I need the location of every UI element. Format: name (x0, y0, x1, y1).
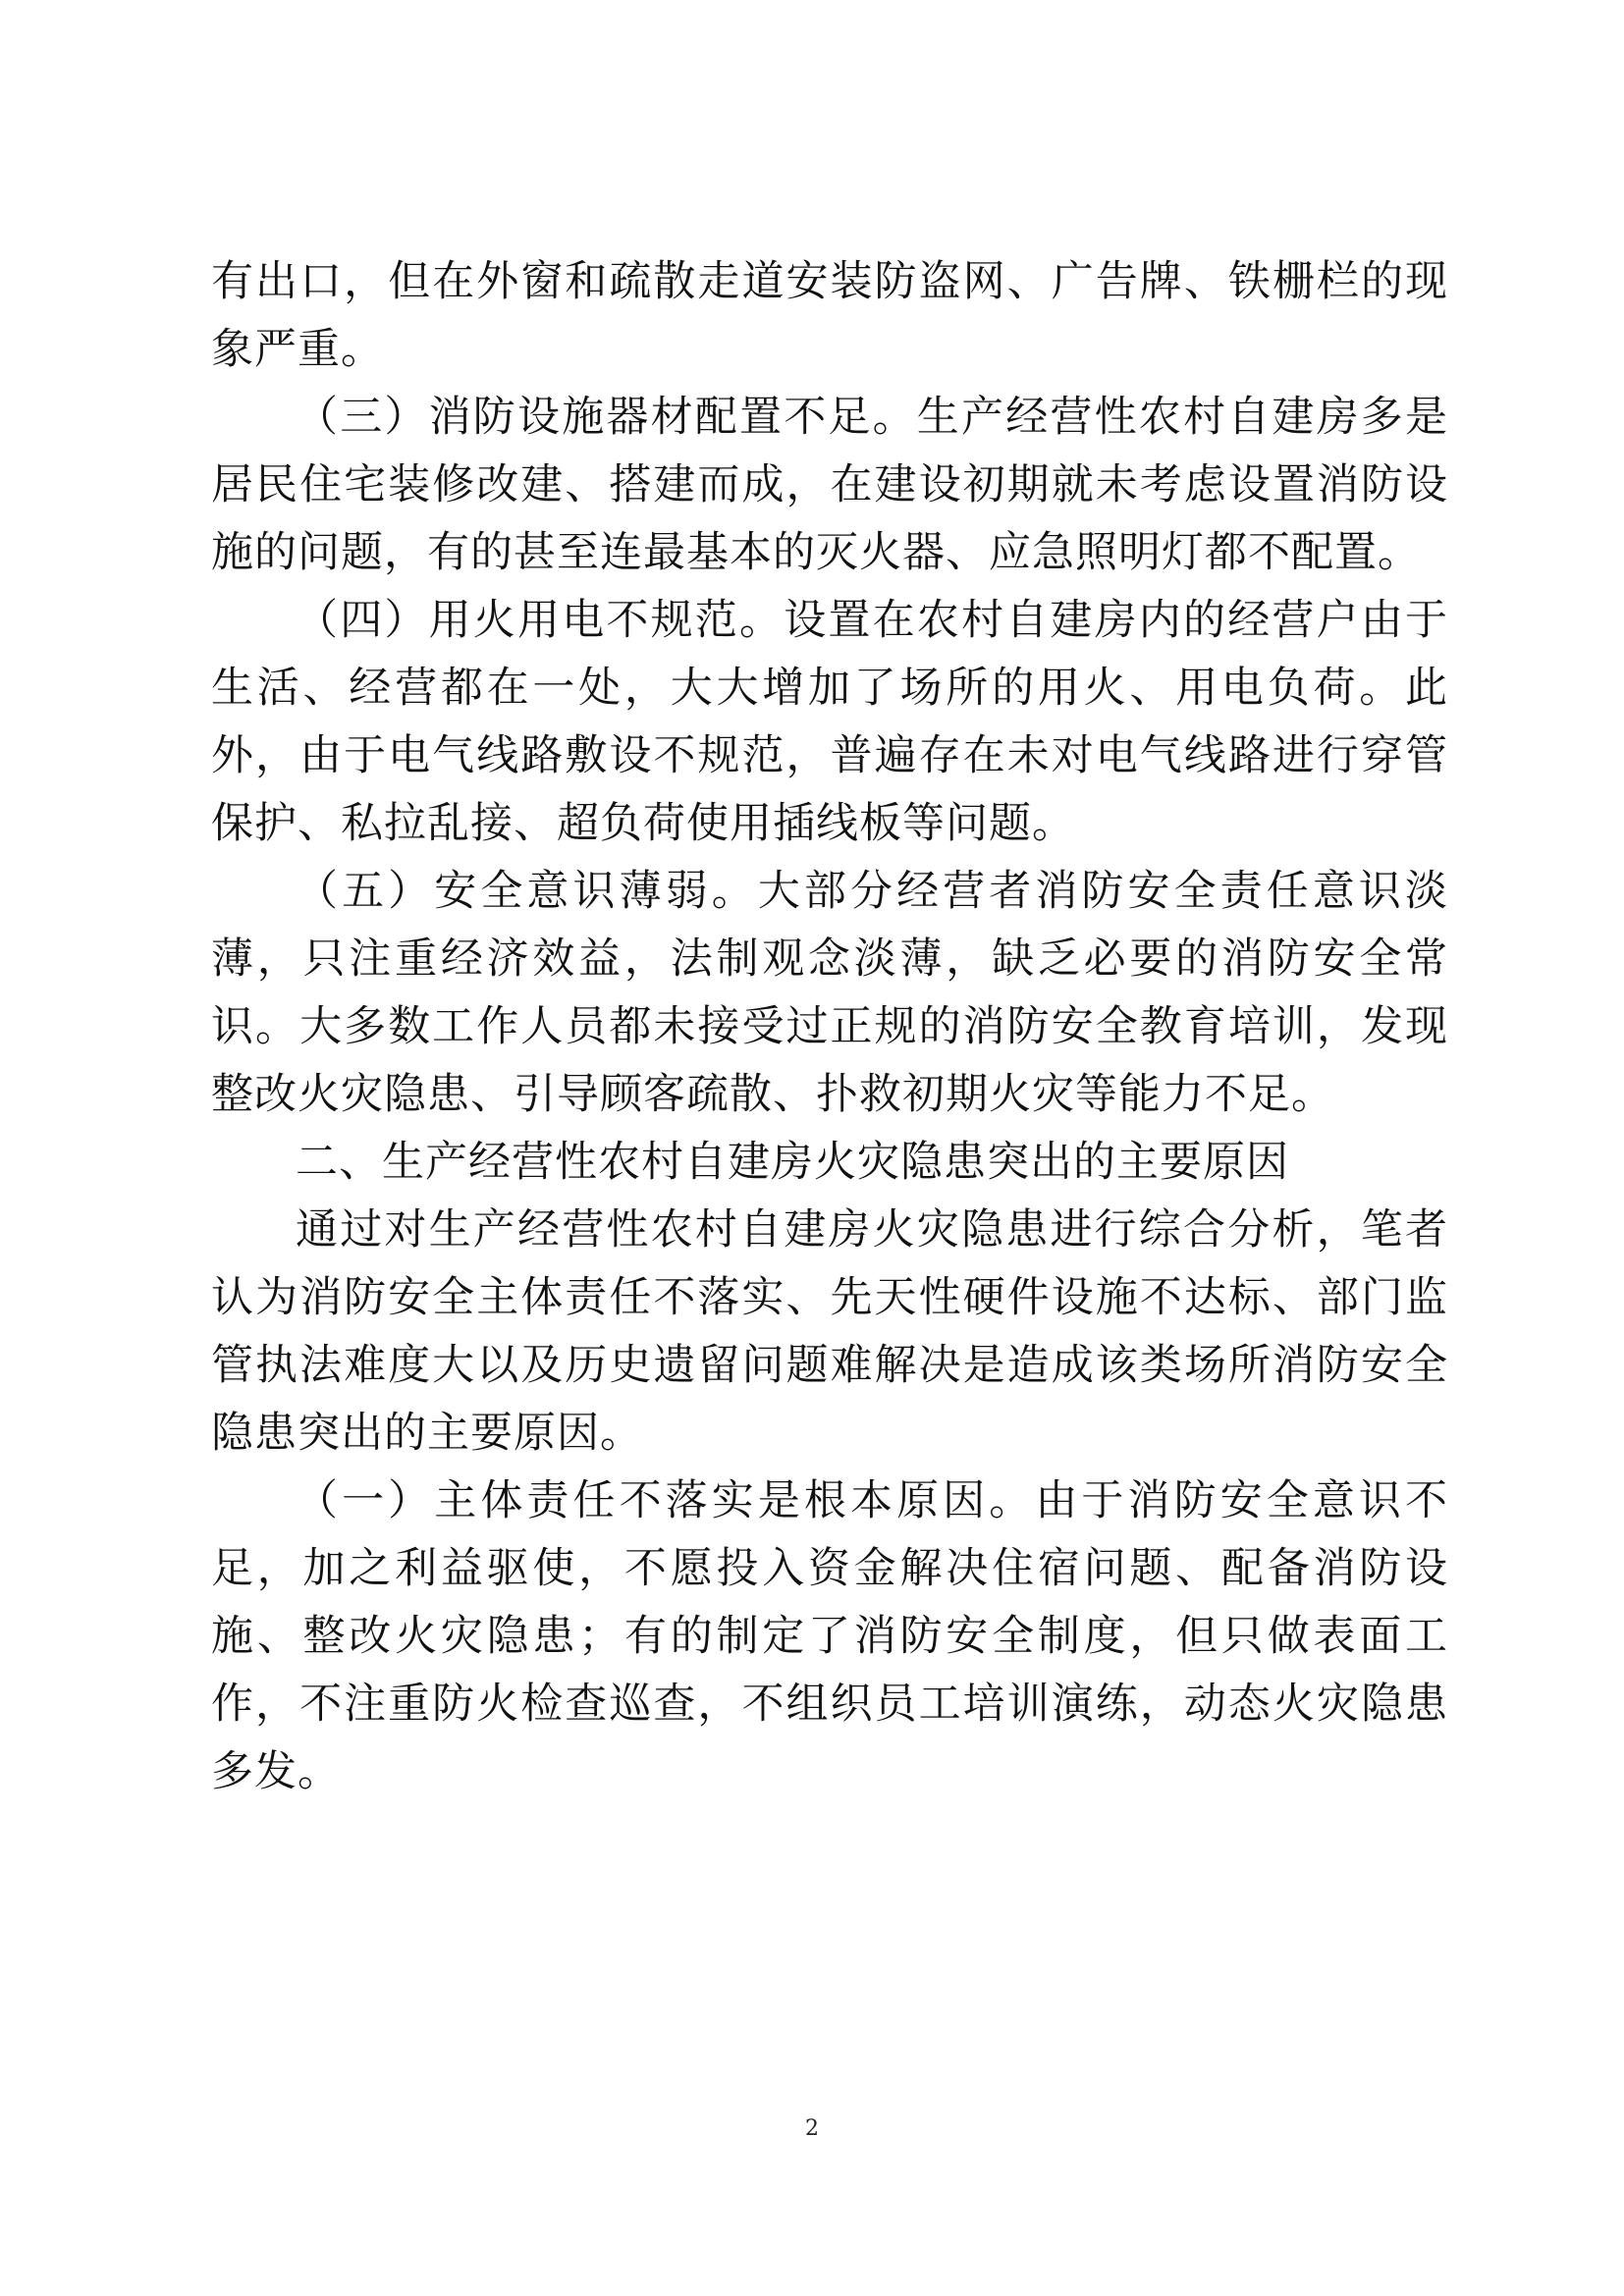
section-heading-two: 二、生产经营性农村自建房火灾隐患突出的主要原因 (296, 1138, 1289, 1187)
paragraph-subsection-one: （一）主体责任不落实是根本原因。由于消防安全意识不足，加之利益驱使，不愿投入资金解决住宿问题、配备消防设施、整改火灾隐患；有的制定了消防安全制度，但只做表面工作，不注重防火检查巡查，不组织员工培训演练，动态火灾隐患多发。 (211, 1476, 1448, 1796)
page-number: 2 (805, 2116, 819, 2141)
paragraph-continuation: 有出口，但在外窗和疏散走道安装防盗网、广告牌、铁栅栏的现象严重。 (211, 257, 1448, 374)
document-body (211, 248, 1448, 1806)
paragraph-section-four: （四）用火用电不规范。设置在农村自建房内的经营户由于生活、经营都在一处，大大增加了场所的用火、用电负荷。此外，由于电气线路敷设不规范，普遍存在未对电气线路进行穿管保护、私拉乱接、超负荷使用插线板等问题。 (211, 596, 1448, 848)
paragraph-section-five: （五）安全意识薄弱。大部分经营者消防安全责任意识淡薄，只注重经济效益，法制观念淡薄，缺乏必要的消防安全常识。大多数工作人员都未接受过正规的消防安全教育培训，发现整改火灾隐患、引导顾客疏散、扑救初期火灾等能力不足。 (211, 867, 1448, 1119)
paragraph-section-three: （三）消防设施器材配置不足。生产经营性农村自建房多是居民住宅装修改建、搭建而成，在建设初期就未考虑设置消防设施的问题，有的甚至连最基本的灭火器、应急照明灯都不配置。 (211, 393, 1448, 577)
paragraph-analysis: 通过对生产经营性农村自建房火灾隐患进行综合分析，笔者认为消防安全主体责任不落实、先天性硬件设施不达标、部门监管执法难度大以及历史遗留问题难解决是造成该类场所消防安全隐患突出的主要原因。 (211, 1205, 1448, 1458)
